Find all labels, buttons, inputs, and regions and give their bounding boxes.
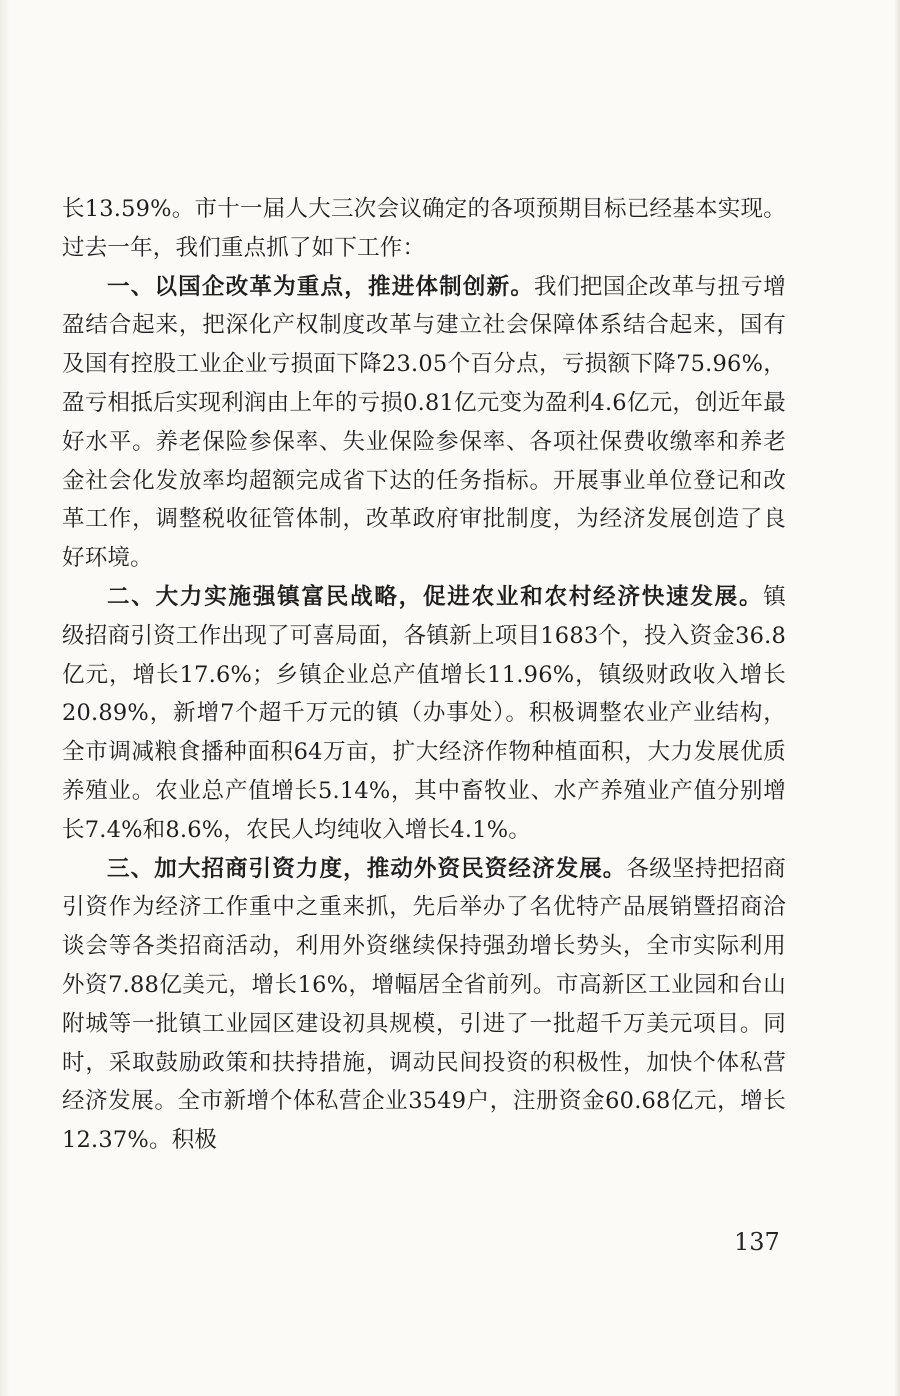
section-heading: 三、加大招商引资力度，推动外资民资经济发展。 — [107, 855, 627, 882]
section-heading: 一、以国企改革为重点，推进体制创新。 — [107, 273, 535, 300]
paragraph-section-1 — [62, 268, 786, 578]
paragraph-section-2 — [62, 578, 786, 850]
paragraph-text: 我们把国企改革与扭亏增盈结合起来，把深化产权制度改革与建立社会保障体系结合起来，国有及国有控股工业企业亏损面下降23.05个百分点，亏损额下降75.96%，盈亏相抵后实现利润由上年的亏损0.81亿元变为盈利4.6亿元，创近年最好水平。养老保险参保率、失业保险参保率、各项社保费收缴率和养老金社会化发放率均超额完成省下达的任务指标。开展事业单位登记和改革工作，调整税收征管体制，改革政府审批制度，为经济发展创造了良好环境。 — [62, 273, 786, 572]
paragraph-section-3 — [62, 850, 786, 1160]
paragraph-text: 各级坚持把招商引资作为经济工作重中之重来抓，先后举办了名优特产品展销暨招商洽谈会等各类招商活动，利用外资继续保持强劲增长势头，全市实际利用外资7.88亿美元，增长16%，增幅居全省前列。市高新区工业园和台山附城等一批镇工业园区建设初具规模，引进了一批超千万美元项目。同时，采取鼓励政策和扶持措施，调动民间投资的积极性，加快个体私营经济发展。全市新增个体私营企业3549户，注册资金60.68亿元，增长12.37%。积极 — [62, 855, 786, 1154]
scan-shadow-right — [894, 0, 900, 1396]
scan-shadow-left — [0, 0, 10, 1396]
paragraph-text: 镇级招商引资工作出现了可喜局面，各镇新上项目1683个，投入资金36.8亿元，增长17.6%；乡镇企业总产值增长11.96%，镇级财政收入增长20.89%，新增7个超千万元的镇（办事处）。积极调整农业产业结构，全市调减粮食播种面积64万亩，扩大经济作物种植面积，大力发展优质养殖业。农业总产值增长5.14%，其中畜牧业、水产养殖业产值分别增长7.4%和8.6%，农民人均纯收入增长4.1%。 — [62, 583, 786, 843]
page-number: 137 — [734, 1228, 780, 1256]
paragraph-text: 长13.59%。市十一届人大三次会议确定的各项预期目标已经基本实现。过去一年，我们重点抓了如下工作： — [62, 196, 786, 261]
body-text — [62, 190, 786, 1160]
paragraph-continuation — [62, 190, 786, 268]
section-heading: 二、大力实施强镇富民战略，促进农业和农村经济快速发展。 — [107, 583, 764, 610]
